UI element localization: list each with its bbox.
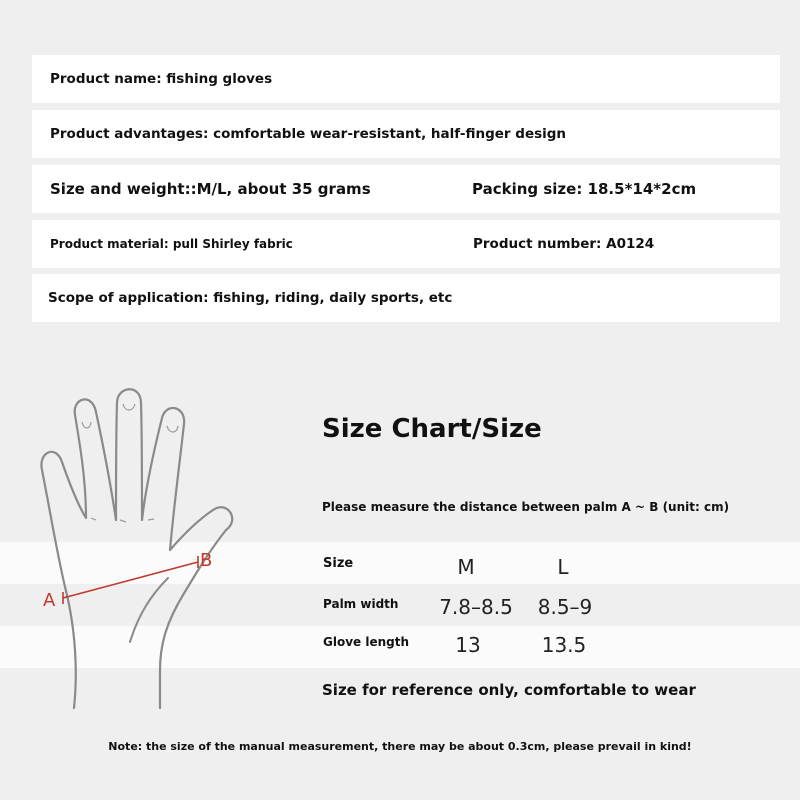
palm-crease: [130, 578, 168, 642]
measurement-note: Note: the size of the manual measurement, there may be about 0.3cm, please prevail in kind!: [108, 740, 692, 753]
marker-a-label: A: [43, 590, 56, 611]
hand-outline: [41, 389, 232, 708]
palm-width-l: 8.5–9: [537, 595, 593, 619]
measurement-line: [63, 562, 198, 598]
fingernail-ring: [167, 426, 178, 432]
scope-of-application: Scope of application: fishing, riding, daily sports, etc: [48, 290, 453, 306]
fingernail-index: [82, 422, 91, 428]
product-advantages: Product advantages: comfortable wear-resistant, half-finger design: [50, 126, 567, 142]
product-number: Product number: A0124: [473, 236, 655, 252]
knuckle-lines: [91, 518, 154, 522]
size-header-label: Size: [323, 556, 354, 571]
product-material: Product material: pull Shirley fabric: [50, 237, 293, 251]
hand-diagram: [20, 380, 280, 710]
size-weight: Size and weight::M/L, about 35 grams: [50, 180, 371, 198]
size-weight-bar: [32, 165, 780, 213]
product-advantages-bar: [32, 110, 780, 158]
measure-instruction: Please measure the distance between palm A ~ B (unit: cm): [322, 500, 730, 514]
size-m-header: M: [457, 555, 475, 579]
packing-size: Packing size: 18.5*14*2cm: [472, 180, 697, 198]
size-l-header: L: [557, 555, 569, 579]
product-name: Product name: fishing gloves: [50, 71, 273, 87]
fingernail-middle: [123, 404, 135, 410]
product-name-bar: [32, 55, 780, 103]
material-bar: [32, 220, 780, 268]
palm-width-label: Palm width: [323, 597, 399, 611]
glove-length-l: 13.5: [541, 633, 587, 657]
marker-b-label: B: [200, 550, 213, 571]
glove-length-label: Glove length: [323, 635, 410, 649]
hand-outline-left: [67, 595, 76, 708]
size-reference-note: Size for reference only, comfortable to wear: [322, 681, 696, 699]
scope-bar: [32, 274, 780, 322]
size-chart-title: Size Chart/Size: [322, 414, 542, 444]
palm-width-m: 7.8–8.5: [439, 595, 513, 619]
glove-length-m: 13: [455, 633, 481, 657]
